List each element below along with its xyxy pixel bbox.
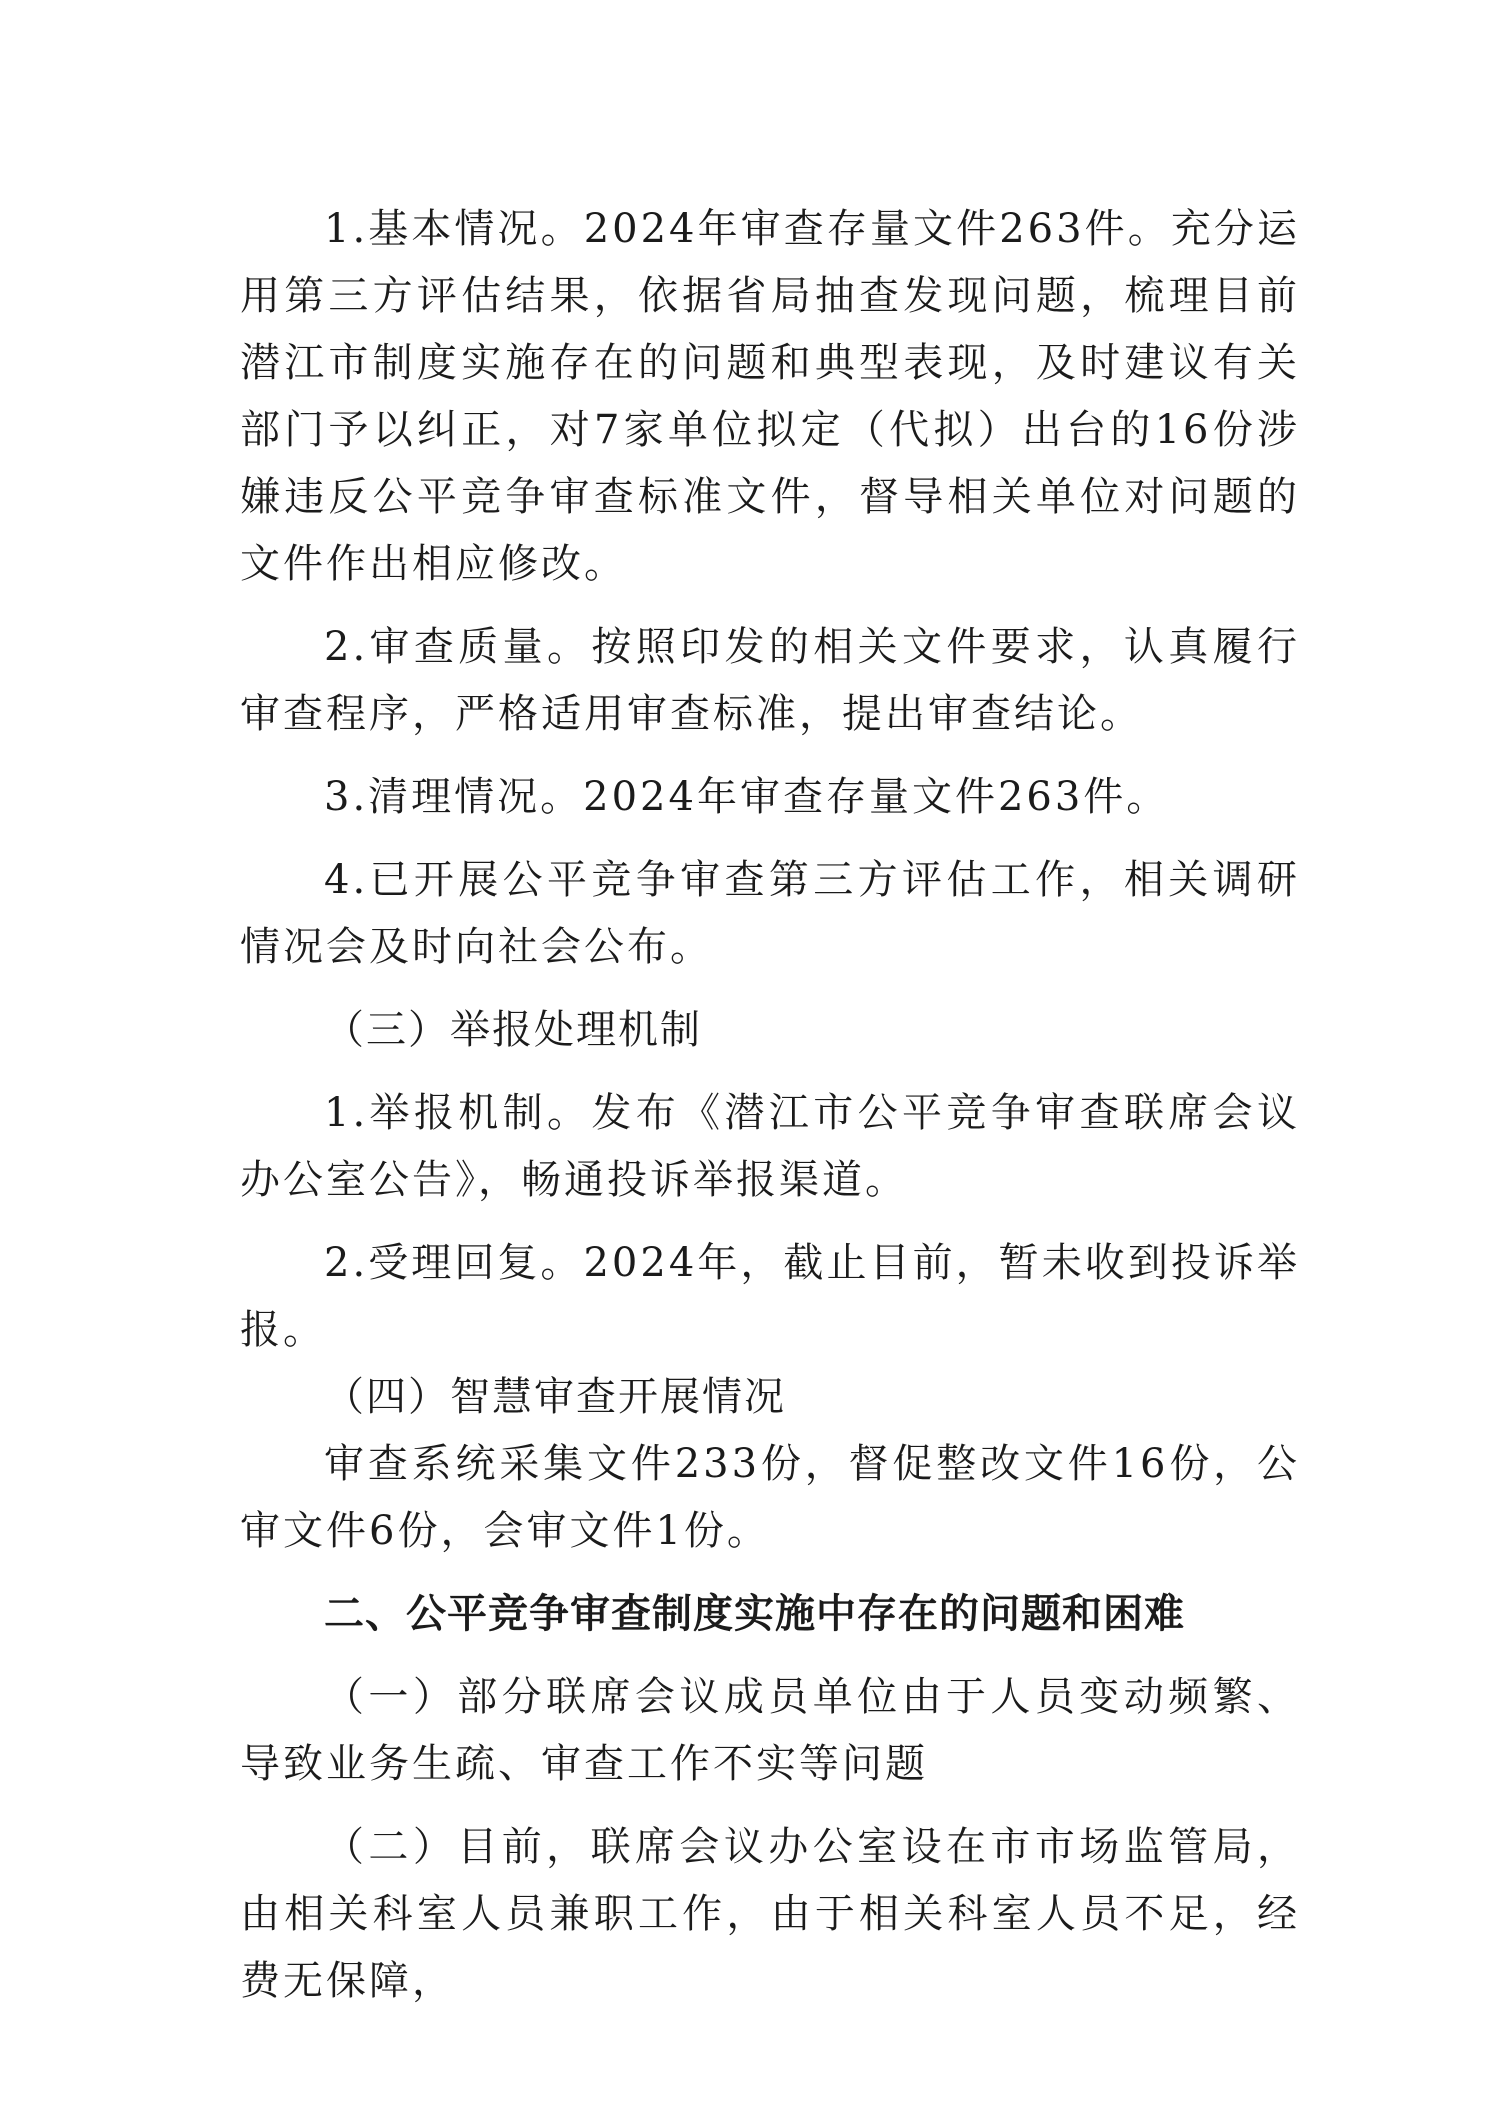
paragraph-smart-review: 审查系统采集文件233份，督促整改文件16份，公审文件6份，会审文件1份。 [240, 1441, 1300, 1554]
paragraph-third-party-evaluation: 4.已开展公平竞争审查第三方评估工作，相关调研情况会及时向社会公布。 [240, 857, 1300, 970]
paragraph-basic-situation: 1.基本情况。2024年审查存量文件263件。充分运用第三方评估结果，依据省局抽查发现问题，梳理目前潜江市制度实施存在的问题和典型表现，及时建议有关部门予以纠正，对7家单位拟定（代拟）出台的16份涉嫌违反公平竞争审查标准文件，督导相关单位对问题的文件作出相应修改。 [240, 206, 1300, 587]
paragraph-cleanup-status: 3.清理情况。2024年审查存量文件263件。 [324, 774, 1170, 820]
section-heading-problems: 二、公平竞争审查制度实施中存在的问题和困难 [324, 1591, 1185, 1637]
paragraph-problem-two: （二）目前，联席会议办公室设在市市场监管局，由相关科室人员兼职工作，由于相关科室人员不足，经费无保障， [240, 1824, 1300, 2004]
paragraph-report-mechanism: 1.举报机制。发布《潜江市公平竞争审查联席会议办公室公告》，畅通投诉举报渠道。 [240, 1090, 1300, 1203]
paragraph-acceptance-reply: 2.受理回复。2024年，截止目前，暂未收到投诉举报。 [240, 1240, 1300, 1353]
section-heading-smart-review: （四）智慧审查开展情况 [324, 1374, 786, 1420]
paragraph-review-quality: 2.审查质量。按照印发的相关文件要求，认真履行审查程序，严格适用审查标准，提出审查结论。 [240, 624, 1300, 737]
paragraph-problem-one: （一）部分联席会议成员单位由于人员变动频繁、导致业务生疏、审查工作不实等问题 [240, 1674, 1300, 1787]
section-heading-report-mechanism: （三）举报处理机制 [324, 1007, 702, 1053]
document-body [240, 196, 1300, 2015]
